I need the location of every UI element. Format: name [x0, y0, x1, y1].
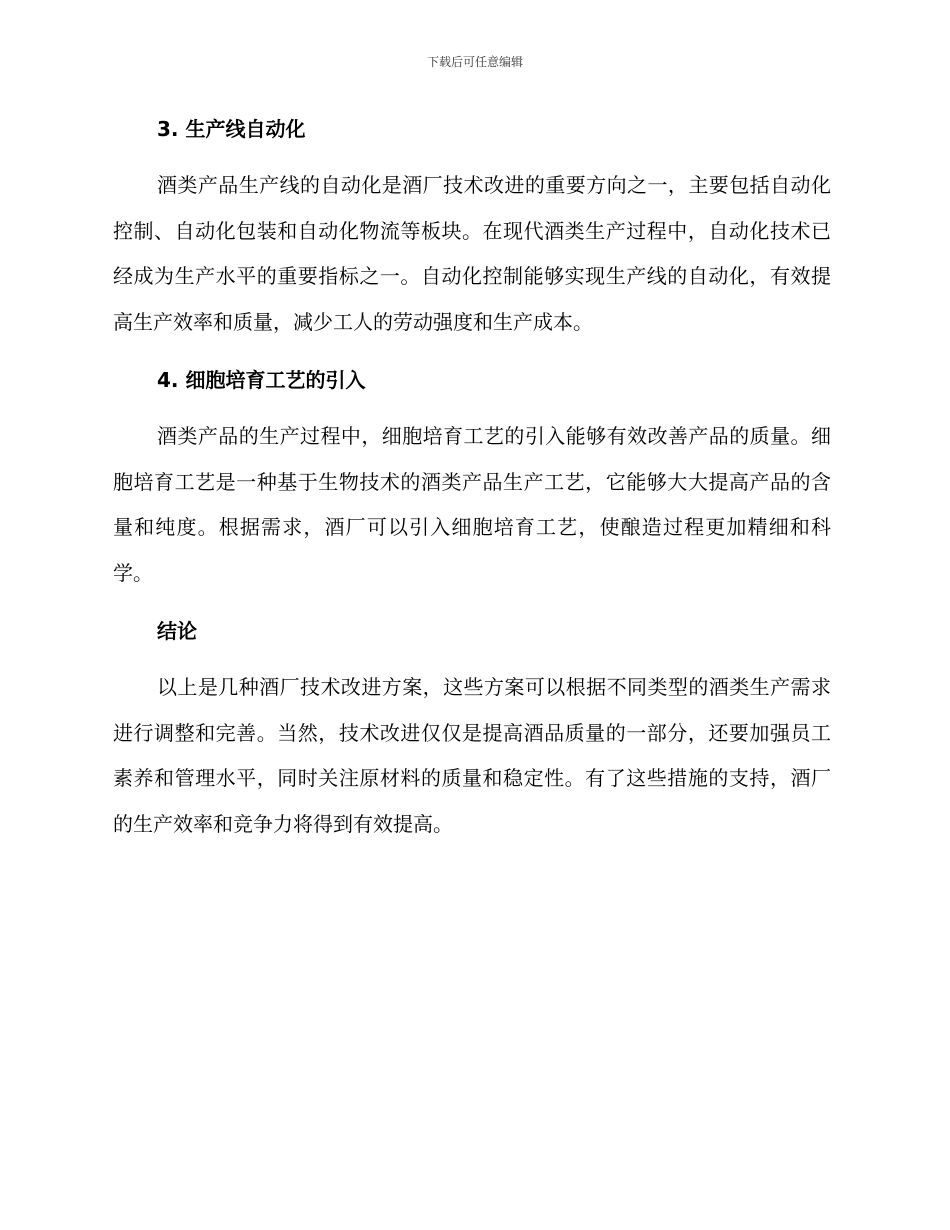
- section-paragraph: 酒类产品的生产过程中，细胞培育工艺的引入能够有效改善产品的质量。细胞培育工艺是一种基于生物技术的酒类产品生产工艺，它能够大大提高产品的含量和纯度。根据需求，酒厂可以引入细胞培育工艺，使酿造过程更加精细和科学。: [113, 424, 831, 585]
- page-header: 下载后可任意编辑: [426, 55, 523, 69]
- section-production-line-automation: [113, 112, 831, 363]
- spacer: [113, 596, 831, 614]
- spacer: [113, 146, 831, 163]
- spacer: [113, 648, 831, 665]
- section-heading: 结论: [157, 619, 197, 643]
- spacer: [113, 345, 831, 363]
- section-cell-culture-process: [113, 363, 831, 614]
- section-paragraph: 酒类产品生产线的自动化是酒厂技术改进的重要方向之一，主要包括自动化控制、自动化包装和自动化物流等板块。在现代酒类生产过程中，自动化技术已经成为生产水平的重要指标之一。自动化控制能够实现生产线的自动化，有效提高生产效率和质量，减少工人的劳动强度和生产成本。: [113, 173, 831, 334]
- section-paragraph: 以上是几种酒厂技术改进方案，这些方案可以根据不同类型的酒类生产需求进行调整和完善。当然，技术改进仅仅是提高酒品质量的一部分，还要加强员工素养和管理水平，同时关注原材料的质量和稳定性。有了这些措施的支持，酒厂的生产效率和竞争力将得到有效提高。: [113, 675, 831, 836]
- section-heading: 4. 细胞培育工艺的引入: [157, 368, 366, 392]
- spacer: [113, 397, 831, 414]
- section-conclusion: [113, 614, 831, 847]
- section-heading: 3. 生产线自动化: [157, 117, 306, 141]
- document-body: [113, 112, 831, 847]
